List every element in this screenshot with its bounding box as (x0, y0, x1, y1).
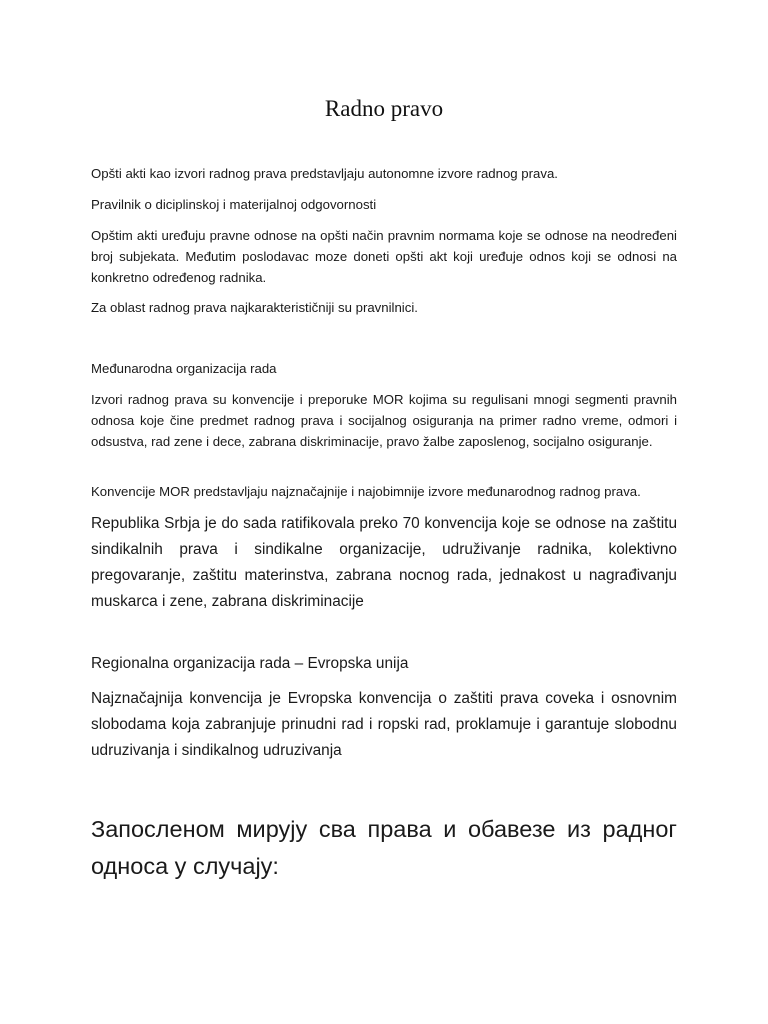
paragraph-opsti-akti: Opšti akti kao izvori radnog prava predstavljaju autonomne izvore radnog prava. (91, 166, 558, 181)
paragraph-izvori-radnog-prava: Izvori radnog prava su konvencije i preporuke MOR kojima su regulisani mnogi segmenti pravnih odnosa koje čine predmet radnog prava i socijalnog osiguranja na primer radno vreme, odmori i odsustva, rad zene i dece, zabrana diskriminacije, pravo žalbe zaposlenog, socijalno osiguranje. (91, 392, 677, 449)
paragraph-republika-srbija: Republika Srbja je do sada ratifikovala preko 70 konvencija koje se odnose na zaštitu sindikalnih prava i sindikalne organizacije, udruživanje radnika, kolektivno pregovaranje, zaštitu materinstva, zabrana nocnog rada, jednakost u nagrađivanju muskarca i zene, zabrana diskriminacije (91, 515, 677, 610)
paragraph-opstim-akti: Opštim akti uređuju pravne odnose na opšti način pravnim normama koje se odnose na neodređeni broj subjekata. Međutim poslodavac moze doneti opšti akt koji uređuje odnos koji se odnosi na konkretno određenog radnika. (91, 228, 677, 285)
paragraph-najznacajnija-konvencija: Najznačajnija konvencija je Evropska konvencija o zaštiti prava coveka i osnovnim slobodama koja zabranjuje prinudni rad i ropski rad, proklamuje i garantuje slobodnu udruzivanja i sindikalnog udruzivanja (91, 690, 677, 759)
paragraph-za-oblast: Za oblast radnog prava najkarakterističniji su pravnilnici. (91, 300, 418, 315)
document-title: Radno pravo (324, 96, 444, 121)
heading-medjunarodna-organizacija: Međunarodna organizacija rada (91, 361, 277, 376)
paragraph-zaposlenom-miruju: Запосленом мирују сва права и обавезе из радног односа у случају: (91, 816, 677, 879)
heading-regionalna-organizacija: Regionalna organizacija rada – Evropska unija (91, 655, 409, 672)
paragraph-konvencije-mor: Konvencije MOR predstavljaju najznačajnije i najobimnije izvore međunarodnog radnog prava. (91, 484, 641, 499)
paragraph-pravilnik: Pravilnik o diciplinskoj i materijalnoj odgovornosti (91, 197, 377, 212)
